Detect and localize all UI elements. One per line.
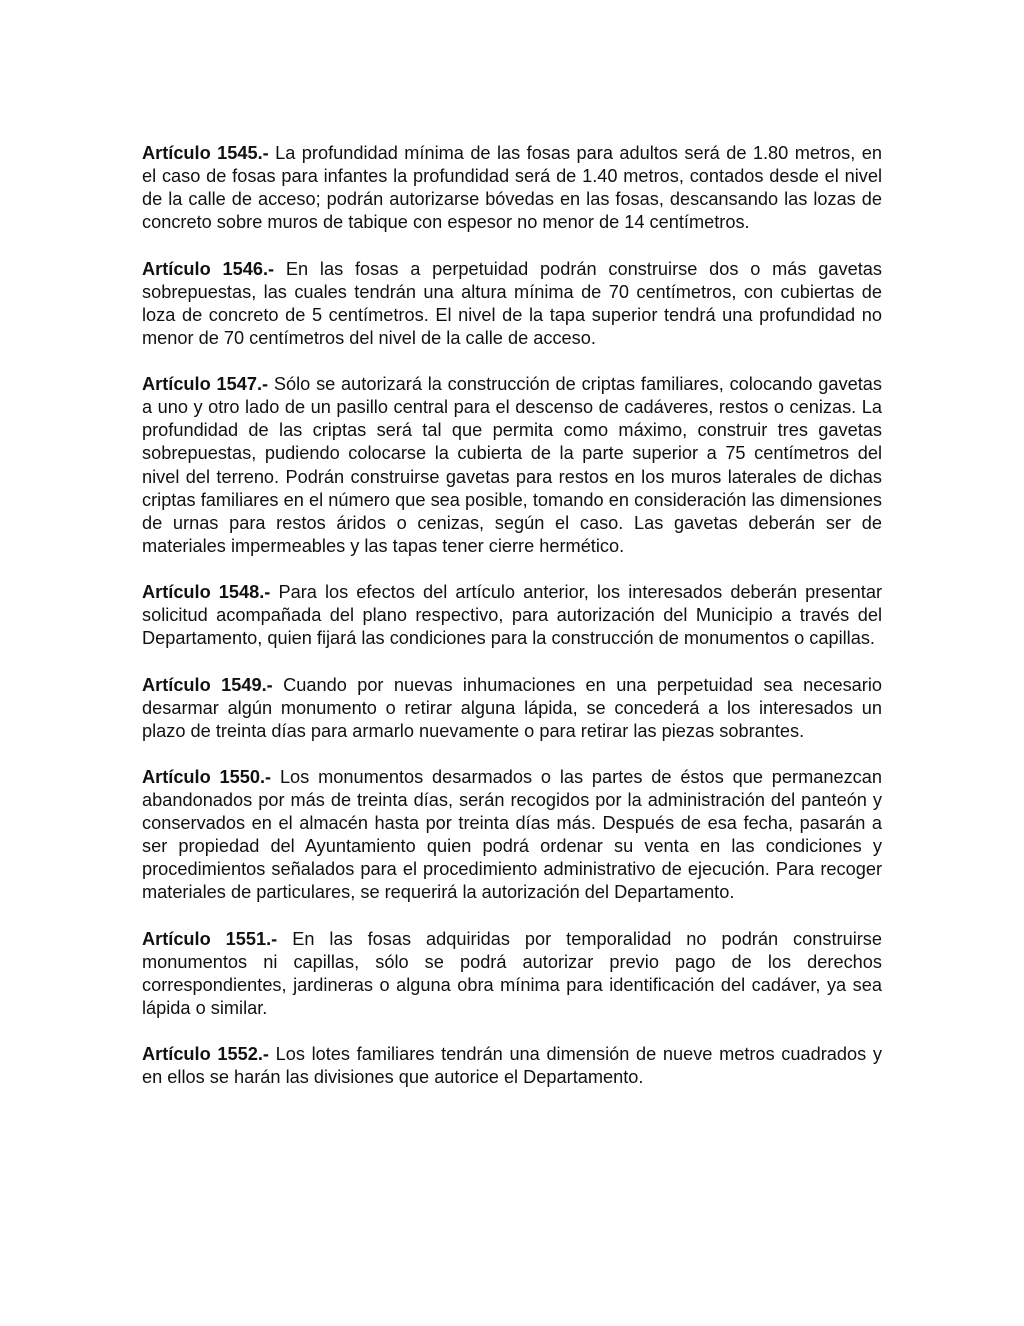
article-text: Cuando por nuevas inhumaciones en una perpetuidad sea necesario desarmar algún monumento o retirar alguna lápida, se concederá a los interesados un plazo de treinta días para armarlo nuevamente o para retirar las piezas sobrantes. (142, 674, 882, 741)
article-heading: Artículo 1551.- (142, 928, 278, 949)
article-heading: Artículo 1548.- (142, 582, 271, 603)
article-1547 (142, 373, 882, 558)
article-text: Los monumentos desarmados o las partes de éstos que permanezcan abandonados por más de treinta días, serán recogidos por la administración del panteón y conservados en el almacén hasta por treinta días más. Después de esa fecha, pasarán a ser propiedad del Ayuntamiento quien podrá ordenar su venta en las condiciones y procedimientos señalados para el procedimiento administrativo de ejecución. Para recoger materiales de particulares, se requerirá la autorización del Departamento. (142, 767, 882, 903)
article-heading: Artículo 1552.- (142, 1044, 269, 1065)
article-text: En las fosas adquiridas por temporalidad no podrán construirse monumentos ni capillas, sólo se podrá autorizar previo pago de los derechos correspondientes, jardineras o alguna obra mínima para identificación del cadáver, ya sea lápida o similar. (142, 928, 882, 1019)
article-heading: Artículo 1547.- (142, 374, 269, 395)
article-text: La profundidad mínima de las fosas para adultos será de 1.80 metros, en el caso de fosas para infantes la profundidad será de 1.40 metros, contados desde el nivel de la calle de acceso; podrán autorizarse bóvedas en las fosas, descansando las lozas de concreto sobre muros de tabique con espesor no menor de 14 centímetros. (142, 143, 882, 233)
article-1550 (142, 766, 882, 905)
article-heading: Artículo 1549.- (142, 674, 273, 695)
article-text: Para los efectos del artículo anterior, los interesados deberán presentar solicitud acompañada del plano respectivo, para autorización del Municipio a través del Departamento, quien fijará las condiciones para la construcción de monumentos o capillas. (142, 582, 882, 649)
article-heading: Artículo 1546.- (142, 258, 275, 279)
article-1545 (142, 142, 882, 234)
article-1548 (142, 581, 882, 650)
article-text: En las fosas a perpetuidad podrán construirse dos o más gavetas sobrepuestas, las cuales tendrán una altura mínima de 70 centímetros, con cubiertas de loza de concreto de 5 centímetros. El nivel de la tapa superior tendrá una profundidad no menor de 70 centímetros del nivel de la calle de acceso. (142, 258, 882, 348)
article-1546 (142, 258, 882, 350)
article-1552 (142, 1043, 882, 1089)
article-heading: Artículo 1550.- (142, 767, 272, 787)
document-page (142, 142, 882, 1113)
article-heading: Artículo 1545.- (142, 143, 269, 163)
article-1549 (142, 674, 882, 743)
article-1551 (142, 928, 882, 1020)
article-text: Los lotes familiares tendrán una dimensión de nueve metros cuadrados y en ellos se harán las divisiones que autorice el Departamento. (142, 1044, 882, 1088)
article-text: Sólo se autorizará la construcción de criptas familiares, colocando gavetas a uno y otro lado de un pasillo central para el descenso de cadáveres, restos o cenizas. La profundidad de las criptas será tal que permita como máximo, construir tres gavetas sobrepuestas, pudiendo colocarse la cubierta de la parte superior a 75 centímetros del nivel del terreno. Podrán construirse gavetas para restos en los muros laterales de dichas criptas familiares en el número que sea posible, tomando en consideración las dimensiones de urnas para restos áridos o cenizas, según el caso. Las gavetas deberán ser de materiales impermeables y las tapas tener cierre hermético. (142, 374, 882, 556)
